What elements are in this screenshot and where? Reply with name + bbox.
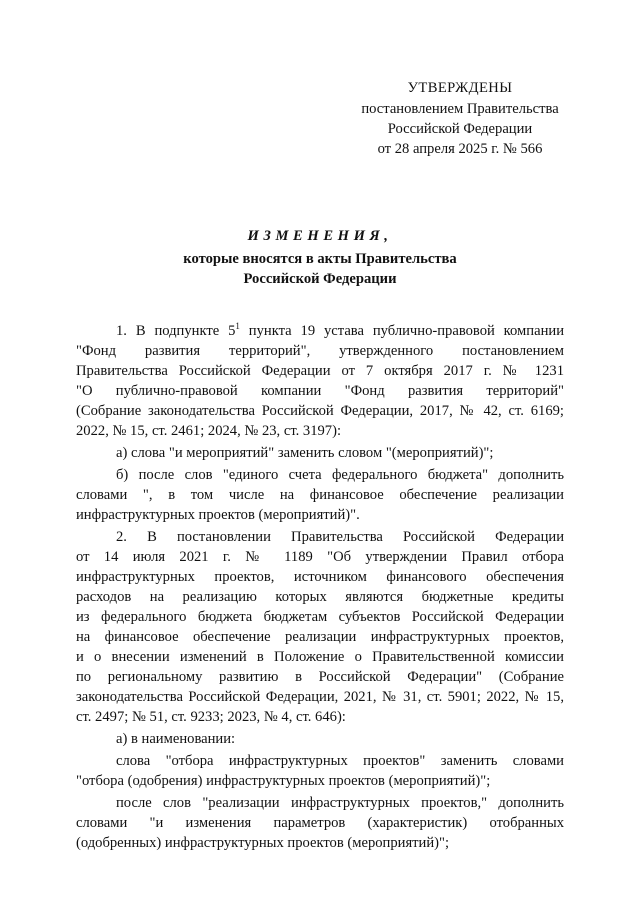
document-body [76,321,564,853]
title-subtitle: Российской Федерации [243,271,397,287]
paragraph-line: (одобренных) инфраструктурных проектов (мероприятий)"; [76,835,450,851]
title-subtitle: которые вносятся в акты Правительства [183,251,457,267]
paragraph-line: 2. В постановлении Правительства Российской Федерации [116,529,564,545]
approval-line: от 28 апреля 2025 г. № 566 [377,141,543,157]
paragraph-line: законодательства Российской Федерации, 2021, № 31, ст. 5901; 2022, № 15, [76,689,564,705]
title-main: ИЗМЕНЕНИЯ, [247,228,393,244]
paragraph-line: б) после слов "единого счета федерального бюджета" дополнить [116,467,564,483]
paragraph-line: (Собрание законодательства Российской Федерации, 2017, № 42, ст. 6169; [76,403,564,419]
paragraph-line: "Фонд развития территорий", утвержденного постановлением [76,343,564,359]
paragraph-line: инфраструктурных проектов (мероприятий)". [76,507,360,523]
document-title [0,226,640,289]
paragraph-line: словами "и изменения параметров (характеристик) отобранных [76,815,564,831]
approval-heading: УТВЕРЖДЕНЫ [407,80,513,96]
paragraph-line: на финансовое обеспечение реализации инфраструктурных проектов, [76,629,564,645]
superscript: 1 [235,321,240,332]
paragraph-line: слова "отбора инфраструктурных проектов" заменить словами [116,753,564,769]
paragraph-line: а) слова "и мероприятий" заменить словом "(мероприятий)"; [116,445,494,461]
text-run: 1. В подпункте 5 [116,323,236,339]
paragraph-line: а) в наименовании: [116,731,236,747]
paragraph-line: и о внесении изменений в Положение о Правительственной комиссии [76,649,564,665]
paragraph-line: из федерального бюджета бюджетам субъектов Российской Федерации [76,609,564,625]
approval-line: постановлением Правительства [361,101,559,117]
paragraph-line: "О публично-правовой компании "Фонд развития территорий" [76,383,564,399]
paragraph-line: после слов "реализации инфраструктурных проектов," дополнить [116,795,564,811]
approval-block [330,78,590,159]
approval-line: Российской Федерации [387,121,533,137]
paragraph-line: 2022, № 15, ст. 2461; 2024, № 23, ст. 3197): [76,423,341,439]
paragraph-line: инфраструктурных проектов, источником финансового обеспечения [76,569,564,585]
paragraph-line: ст. 2497; № 51, ст. 9233; 2023, № 4, ст. 646): [76,709,346,725]
paragraph-line: словами ", в том числе на финансовое обеспечение реализации [76,487,564,503]
paragraph-line [76,321,564,341]
paragraph-line: расходов на реализацию которых являются бюджетные кредиты [76,589,564,605]
paragraph-line: Правительства Российской Федерации от 7 октября 2017 г. № 1231 [76,363,564,379]
paragraph-line: "отбора (одобрения) инфраструктурных проектов (мероприятий)"; [76,773,491,789]
paragraph-line: по региональному развитию в Российской Федерации" (Собрание [76,669,564,685]
paragraph-line: от 14 июля 2021 г. № 1189 "Об утверждении Правил отбора [76,549,564,565]
text-run: пункта 19 устава публично-правовой компании [239,323,564,339]
